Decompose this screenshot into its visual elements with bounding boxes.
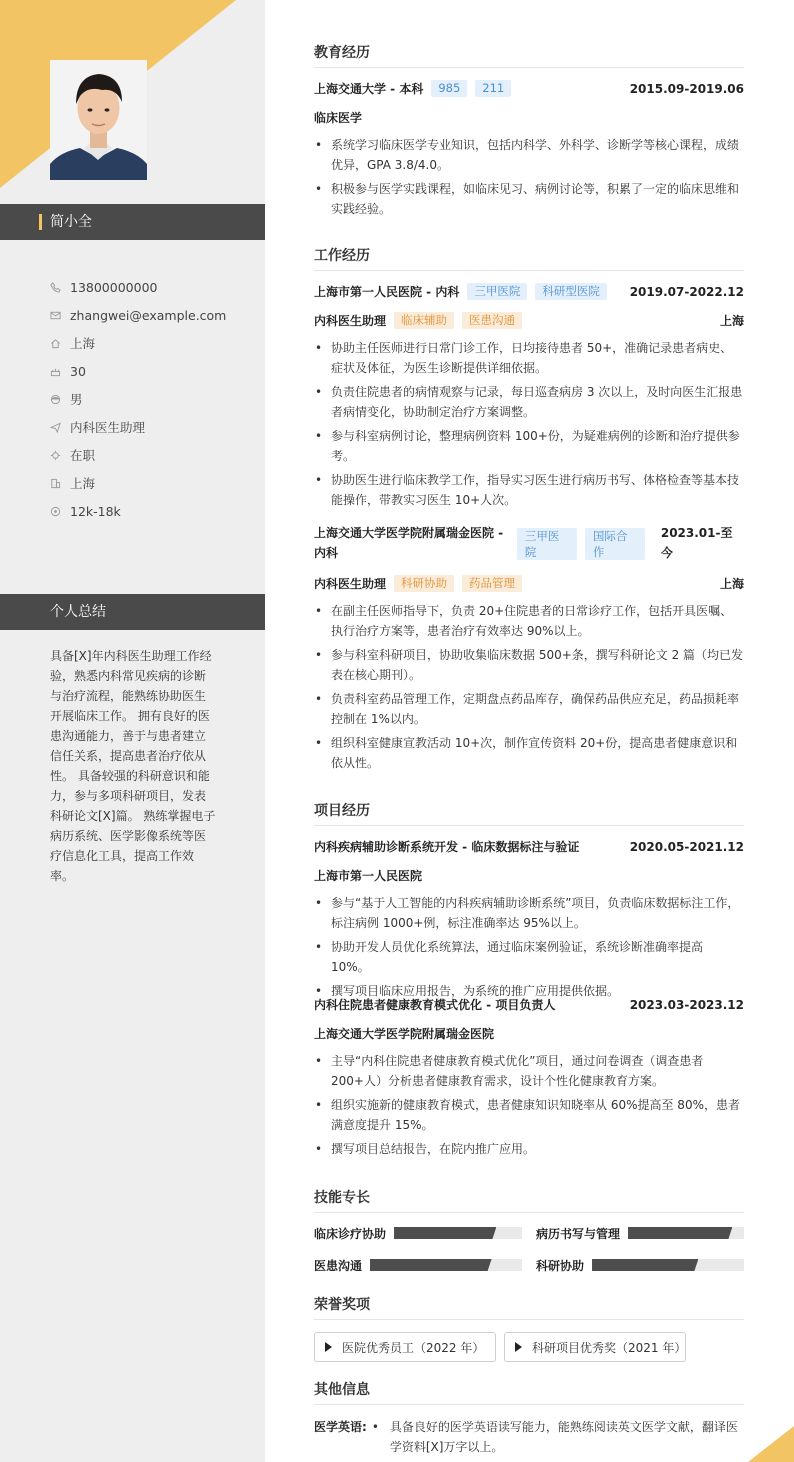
project-org: 上海交通大学医学院附属瑞金医院 <box>314 1027 495 1041</box>
project-entry <box>314 838 744 1001</box>
org-tag: 科研型医院 <box>535 283 607 300</box>
other-label: 医学英语: <box>314 1420 367 1434</box>
list-item: • 组织科室健康宣教活动 10+次，制作宣传资料 20+份，提高患者健康意识和依从性。 <box>314 733 744 773</box>
education-title: 教育经历 <box>314 42 744 68</box>
role-tag: 医患沟通 <box>462 312 522 329</box>
contact-status: 在职 <box>50 441 260 469</box>
skills-title: 技能专长 <box>314 1187 744 1213</box>
play-icon <box>325 1342 332 1352</box>
other-text: • 具备良好的医学英语读写能力，能熟练阅读英文医学文献，翻译医学资料[X]万字以上。 <box>371 1417 744 1457</box>
projects-title: 项目经历 <box>314 800 744 826</box>
skill-bar <box>592 1259 744 1271</box>
summary-heading: 个人总结 <box>0 594 265 630</box>
name-accent-bar <box>39 214 42 230</box>
contact-location: 上海 <box>50 329 260 357</box>
phone-icon <box>50 282 70 293</box>
candidate-name: 简小全 <box>50 214 92 230</box>
skill-item: 科研协助 <box>536 1257 744 1273</box>
list-item: • 撰写项目临床应用报告，为系统的推广应用提供依据。 <box>314 981 744 1001</box>
list-item: • 负责科室药品管理工作，定期盘点药品库存，确保药品供应充足，药品损耗率控制在 1%以内。 <box>314 689 744 729</box>
contact-age: 30 <box>50 357 260 385</box>
work-section <box>314 245 744 514</box>
project-entry <box>314 996 744 1163</box>
award-item: 科研项目优秀奖（2021 年） <box>504 1332 686 1362</box>
skill-bar-fill <box>370 1259 492 1271</box>
award-item: 医院优秀员工（2022 年） <box>314 1332 496 1362</box>
awards-section <box>314 1294 744 1362</box>
age-icon <box>50 366 70 377</box>
contact-city: 上海 <box>50 469 260 497</box>
projects-section <box>314 800 744 1005</box>
job-city: 上海 <box>719 314 744 328</box>
summary-text: 具备[X]年内科医生助理工作经验，熟悉内科常见疾病的诊断与治疗流程，能熟练协助医生开展临床工作。 拥有良好的医患沟通能力，善于与患者建立信任关系，提高患者治疗依从性。 具备较强的科研意识和能力，参与多项科研项目，发表科研论文[X]篇。 熟练掌握电子病历系统、医学影像系统等医疗信息化工具，提高工作效率。 <box>50 649 216 883</box>
org-tag: 三甲医院 <box>517 528 577 560</box>
skill-bar-fill <box>592 1259 698 1271</box>
list-item: • 系统学习临床医学专业知识，包括内科学、外科学、诊断学等核心课程，成绩优异，GPA 3.8/4.0。 <box>314 135 744 175</box>
contact-email: zhangwei@example.com <box>50 301 260 329</box>
role-tag: 药品管理 <box>462 575 522 592</box>
list-item: • 主导“内科住院患者健康教育模式优化”项目，通过问卷调查（调查患者 200+人）分析患者健康教育需求，设计个性化健康教育方案。 <box>314 1051 744 1091</box>
building-icon <box>50 478 70 489</box>
job-date: 2023.01-至今 <box>660 526 733 560</box>
job-date: 2019.07-2022.12 <box>629 284 744 299</box>
contact-list <box>50 273 260 525</box>
skill-item: 病历书写与管理 <box>536 1225 744 1241</box>
education-section <box>314 42 744 223</box>
project-date: 2020.05-2021.12 <box>629 839 744 854</box>
project-name: 内科住院患者健康教育模式优化 - 项目负责人 <box>314 998 556 1012</box>
list-item: • 参与“基于人工智能的内科疾病辅助诊断系统”项目，负责临床数据标注工作，标注病例 1000+例，标注准确率达 95%以上。 <box>314 893 744 933</box>
list-item: • 协助医生进行临床教学工作，指导实习医生进行病历书写、体格检查等基本技能操作，带教实习医生 10+人次。 <box>314 470 744 510</box>
other-section <box>314 1379 744 1457</box>
school-name: 上海交通大学 - 本科 <box>314 82 424 96</box>
role-tag: 临床辅助 <box>394 312 454 329</box>
list-item: • 参与科室病例讨论，整理病例资料 100+份，为疑难病例的诊断和治疗提供参考。 <box>314 426 744 466</box>
skills-section <box>314 1187 744 1273</box>
job-org: 上海交通大学医学院附属瑞金医院 - 内科 <box>314 526 504 560</box>
play-icon <box>515 1342 522 1352</box>
mail-icon <box>50 310 70 321</box>
contact-salary: 12k-18k <box>50 497 260 525</box>
awards-list <box>314 1332 744 1362</box>
salary-icon <box>50 506 70 517</box>
awards-title: 荣誉奖项 <box>314 1294 744 1320</box>
skill-bar <box>628 1227 744 1239</box>
list-item: • 在副主任医师指导下，负责 20+住院患者的日常诊疗工作，包括开具医嘱、执行治疗方案等，患者治疗有效率达 90%以上。 <box>314 601 744 641</box>
list-item: • 撰写项目总结报告，在院内推广应用。 <box>314 1139 744 1159</box>
job-bullets <box>314 601 744 773</box>
education-date: 2015.09-2019.06 <box>629 81 744 96</box>
contact-phone: 13800000000 <box>50 273 260 301</box>
school-tag: 985 <box>431 80 467 97</box>
project-bullets <box>314 893 744 1001</box>
sidebar <box>0 0 265 1462</box>
other-item <box>314 1417 744 1457</box>
skill-bar-fill <box>628 1227 732 1239</box>
name-banner <box>0 204 265 240</box>
org-tag: 三甲医院 <box>467 283 527 300</box>
list-item: • 组织实施新的健康教育模式，患者健康知识知晓率从 60%提高至 80%，患者满意度提升 15%。 <box>314 1095 744 1135</box>
job-bullets <box>314 338 744 510</box>
education-bullets <box>314 135 744 219</box>
job-entry <box>314 523 744 777</box>
status-icon <box>50 450 70 461</box>
gender-icon <box>50 394 70 405</box>
skill-item: 临床诊疗协助 <box>314 1225 522 1241</box>
skill-bar <box>394 1227 522 1239</box>
role-tag: 科研协助 <box>394 575 454 592</box>
send-icon <box>50 422 70 433</box>
project-bullets <box>314 1051 744 1159</box>
skill-item: 医患沟通 <box>314 1257 522 1273</box>
skill-bar-fill <box>394 1227 496 1239</box>
list-item: • 参与科室科研项目，协助收集临床数据 500+条，撰写科研论文 2 篇（均已发表在核心期刊）。 <box>314 645 744 685</box>
job-entry <box>314 283 744 510</box>
job-role: 内科医生助理 <box>314 314 387 328</box>
education-header <box>314 80 744 97</box>
other-title: 其他信息 <box>314 1379 744 1405</box>
education-major: 临床医学 <box>314 111 363 125</box>
page-corner-decoration <box>748 1426 794 1462</box>
project-date: 2023.03-2023.12 <box>629 997 744 1012</box>
job-role: 内科医生助理 <box>314 577 387 591</box>
list-item: • 积极参与医学实践课程，如临床见习、病例讨论等，积累了一定的临床思维和实践经验。 <box>314 179 744 219</box>
org-tag: 国际合作 <box>585 528 645 560</box>
skills-grid <box>314 1225 744 1273</box>
list-item: • 负责住院患者的病情观察与记录，每日巡查病房 3 次以上，及时向医生汇报患者病情变化，协助制定治疗方案调整。 <box>314 382 744 422</box>
contact-position: 内科医生助理 <box>50 413 260 441</box>
list-item: • 协助开发人员优化系统算法，通过临床案例验证，系统诊断准确率提高 10%。 <box>314 937 744 977</box>
job-city: 上海 <box>719 577 744 591</box>
job-org: 上海市第一人民医院 - 内科 <box>314 285 460 299</box>
list-item: • 协助主任医师进行日常门诊工作，日均接待患者 50+，准确记录患者病史、症状及体征，为医生诊断提供详细依据。 <box>314 338 744 378</box>
contact-gender: 男 <box>50 385 260 413</box>
project-org: 上海市第一人民医院 <box>314 869 423 883</box>
skill-bar <box>370 1259 522 1271</box>
work-title: 工作经历 <box>314 245 744 271</box>
home-icon <box>50 338 70 349</box>
profile-photo <box>50 60 147 180</box>
school-tag: 211 <box>475 80 511 97</box>
project-name: 内科疾病辅助诊断系统开发 - 临床数据标注与验证 <box>314 840 580 854</box>
